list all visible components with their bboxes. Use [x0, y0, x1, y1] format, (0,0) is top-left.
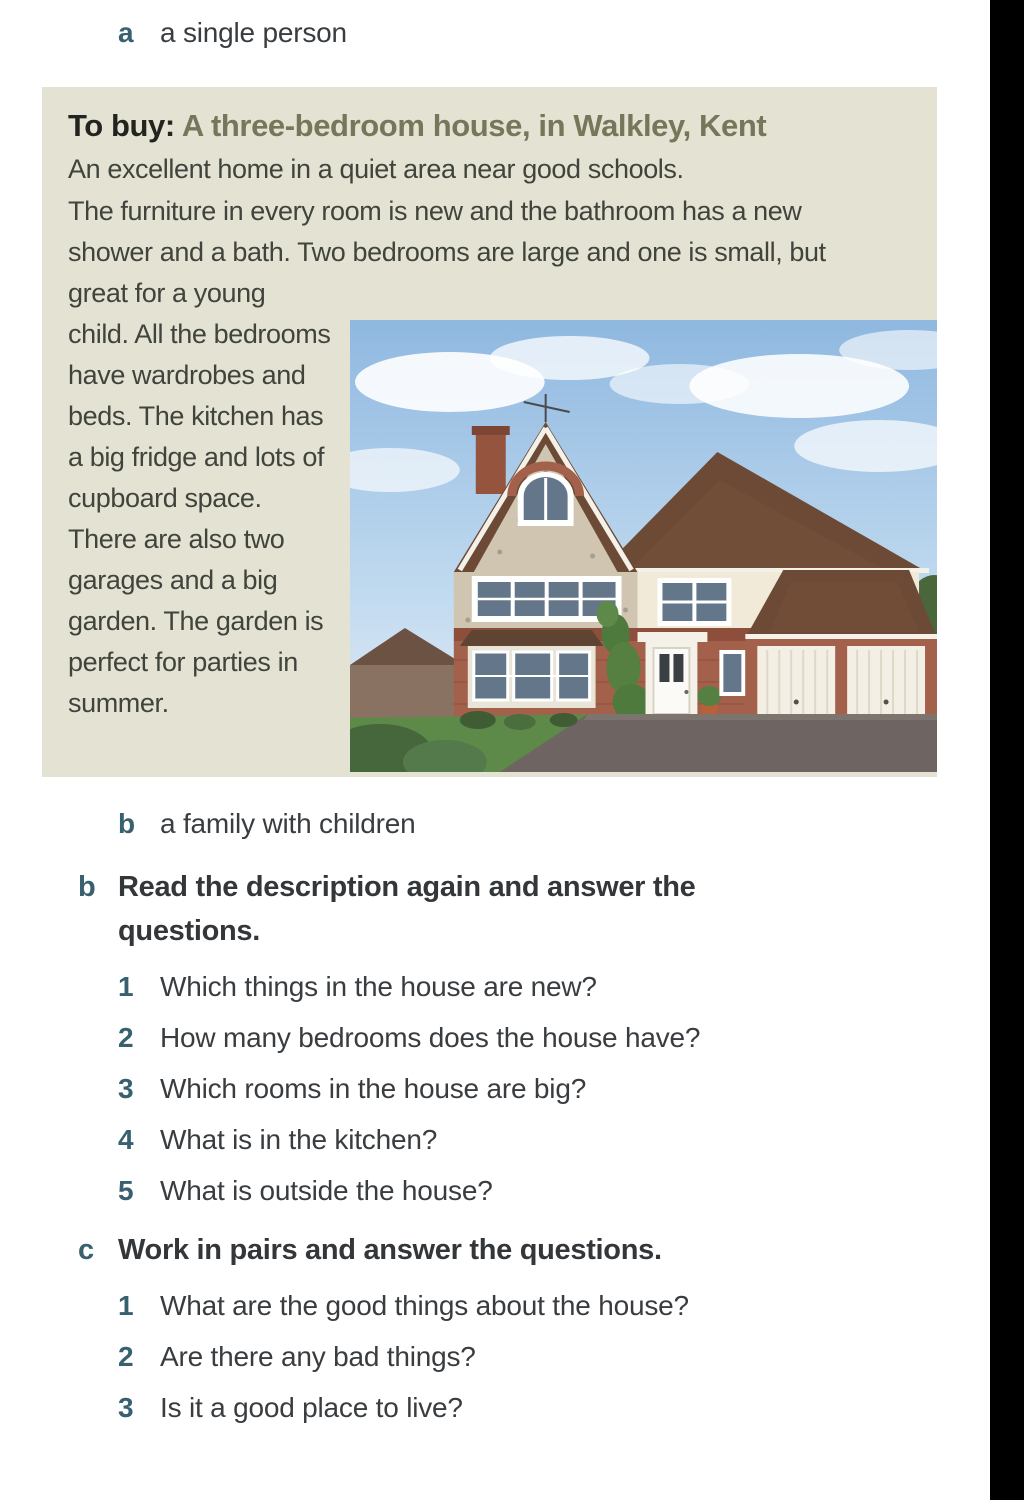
question-row — [118, 1075, 904, 1103]
advert-title — [68, 107, 937, 145]
question-row — [118, 973, 904, 1001]
exercise-b-header — [78, 865, 904, 953]
question-text: How many bedrooms does the house have? — [160, 1022, 701, 1053]
question-text: Which things in the house are new? — [160, 971, 597, 1002]
advert-body-start: The furniture in every room is new and the bathroom has a new shower and a bath. Two bedrooms are large and one is small, but great for a young — [68, 196, 826, 308]
question-number: 2 — [118, 1022, 134, 1053]
option-b-letter: b — [118, 808, 135, 839]
question-number: 2 — [118, 1341, 134, 1372]
advert-body-wrap: child. All the bedrooms have wardrobes and beds. The kitchen has a big fridge and lots of cupboard space. There are also two garages and a big garden. The garden is perfect for parties in summer. — [68, 319, 331, 718]
exercise-c-letter: c — [78, 1234, 94, 1266]
question-text: Are there any bad things? — [160, 1341, 476, 1372]
advert-photo-row — [68, 314, 937, 772]
question-text: What is outside the house? — [160, 1175, 493, 1206]
advert-title-label: To buy: — [68, 108, 175, 143]
exercise-c-instruction: Work in pairs and answer the questions. — [118, 1234, 662, 1266]
garden-and-driveway — [350, 711, 937, 772]
exercise-c-header — [78, 1228, 904, 1272]
question-row — [118, 1292, 904, 1320]
advert-intro: An excellent home in a quiet area near good schools. — [68, 154, 684, 184]
option-a-row — [118, 16, 1024, 50]
question-row — [118, 1126, 904, 1154]
chimney — [472, 426, 510, 494]
garage-door-left — [757, 646, 835, 718]
question-text: What is in the kitchen? — [160, 1124, 438, 1155]
question-text: What are the good things about the house? — [160, 1290, 689, 1321]
small-window — [719, 650, 745, 696]
question-number: 1 — [118, 1290, 134, 1321]
exercise-b-instruction: Read the description again and answer the questions. — [118, 871, 696, 947]
house-photo-illustration — [350, 320, 937, 772]
option-a-letter: a — [118, 17, 134, 48]
exercise-c-questions — [118, 1292, 904, 1422]
house-photo — [350, 320, 937, 772]
bay-window — [460, 630, 604, 708]
exercise-b — [78, 865, 904, 1205]
option-b-row — [118, 807, 1024, 841]
question-text: Is it a good place to live? — [160, 1392, 463, 1423]
exercise-b-questions — [118, 973, 904, 1205]
exercise-b-letter: b — [78, 871, 96, 903]
question-text: Which rooms in the house are big? — [160, 1073, 587, 1104]
question-number: 5 — [118, 1175, 134, 1206]
question-number: 4 — [118, 1124, 134, 1155]
question-row — [118, 1343, 904, 1371]
option-a-text: a single person — [160, 17, 347, 48]
question-row — [118, 1394, 904, 1422]
question-number: 3 — [118, 1392, 134, 1423]
property-advert-box — [42, 87, 937, 777]
screen-edge-black-bar — [990, 0, 1024, 1500]
exercise-c — [78, 1228, 904, 1422]
question-number: 3 — [118, 1073, 134, 1104]
question-row — [118, 1024, 904, 1052]
question-number: 1 — [118, 971, 134, 1002]
garage-door-right — [847, 646, 925, 718]
advert-title-rest: A three-bedroom house, in Walkley, Kent — [181, 108, 767, 143]
question-row — [118, 1177, 904, 1205]
garage-wing — [745, 570, 937, 718]
option-b-text: a family with children — [160, 808, 416, 839]
